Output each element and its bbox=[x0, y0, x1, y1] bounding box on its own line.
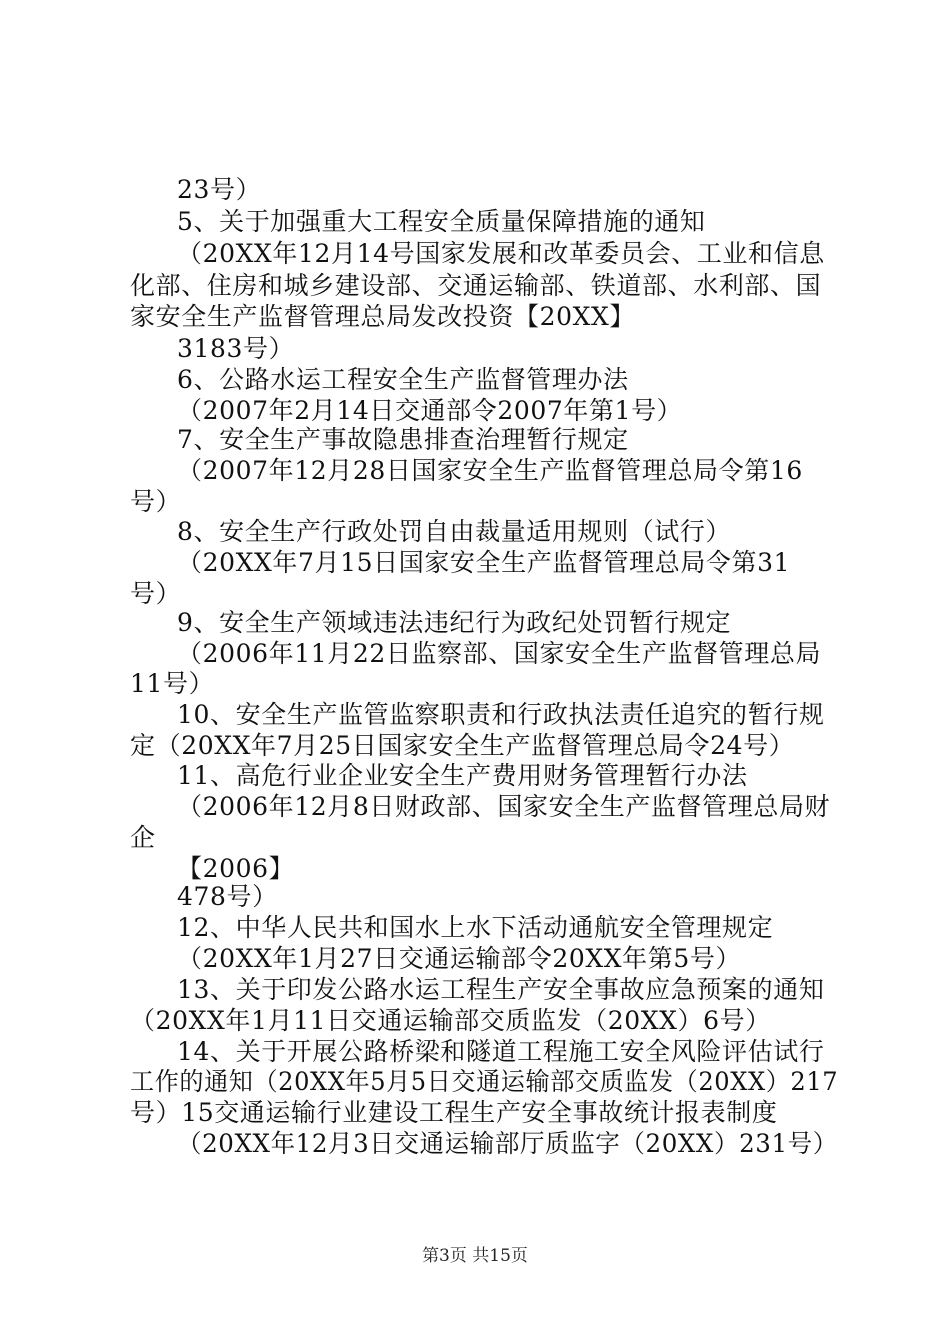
text-line: （20XX年7月15日国家安全生产监督管理总局令第31 bbox=[177, 548, 791, 577]
text-line: 工作的通知（20XX年5月5日交通运输部交质监发（20XX）217 bbox=[130, 1067, 839, 1096]
text-line: 8、安全生产行政处罚自由裁量适用规则（试行） bbox=[177, 517, 732, 546]
text-line: 11号） bbox=[130, 669, 215, 698]
text-line: （2007年2月14日交通部令2007年第1号） bbox=[177, 396, 683, 425]
text-line: 12、中华人民共和国水上水下活动通航安全管理规定 bbox=[177, 913, 774, 942]
text-line: 13、关于印发公路水运工程生产安全事故应急预案的通知 bbox=[177, 975, 825, 1004]
text-line: 7、安全生产事故隐患排查治理暂行规定 bbox=[177, 425, 629, 454]
text-line: （20XX年1月11日交通运输部交质监发（20XX）6号） bbox=[130, 1006, 771, 1035]
text-line: 478号） bbox=[177, 882, 278, 911]
text-line: 23号） bbox=[177, 175, 262, 204]
text-line: 定（20XX年7月25日国家安全生产监督管理总局令24号） bbox=[130, 731, 795, 760]
text-line: 号）15交通运输行业建设工程生产安全事故统计报表制度 bbox=[130, 1098, 778, 1127]
text-line: 9、安全生产领域违法违纪行为政纪处罚暂行规定 bbox=[177, 608, 732, 637]
text-line: 11、高危行业企业安全生产费用财务管理暂行办法 bbox=[177, 761, 748, 790]
text-line: （2007年12月28日国家安全生产监督管理总局令第16 bbox=[177, 456, 803, 485]
text-line: 企 bbox=[130, 823, 156, 852]
text-line: 【2006】 bbox=[177, 854, 295, 883]
text-line: 家安全生产监督管理总局发改投资【20XX】 bbox=[130, 302, 636, 331]
text-line: 14、关于开展公路桥梁和隧道工程施工安全风险评估试行 bbox=[177, 1037, 825, 1066]
text-line: 号） bbox=[130, 487, 182, 516]
text-line: 5、关于加强重大工程安全质量保障措施的通知 bbox=[177, 207, 706, 236]
text-line: （20XX年1月27日交通运输部令20XX年第5号） bbox=[177, 944, 742, 973]
text-line: 6、公路水运工程安全生产监督管理办法 bbox=[177, 365, 629, 394]
text-line: （20XX年12月3日交通运输部厅质监字（20XX）231号） bbox=[177, 1129, 838, 1158]
text-line: （2006年11月22日监察部、国家安全生产监督管理总局 bbox=[177, 639, 822, 668]
text-line: 号） bbox=[130, 579, 182, 608]
text-line: 化部、住房和城乡建设部、交通运输部、铁道部、水利部、国 bbox=[130, 271, 822, 300]
text-line: 3183号） bbox=[177, 334, 295, 363]
page-number-footer: 第3页 共15页 bbox=[422, 1246, 528, 1266]
text-line: 10、安全生产监管监察职责和行政执法责任追究的暂行规 bbox=[177, 700, 825, 729]
text-line: （20XX年12月14号国家发展和改革委员会、工业和信息 bbox=[177, 239, 825, 268]
text-line: （2006年12月8日财政部、国家安全生产监督管理总局财 bbox=[177, 792, 831, 821]
